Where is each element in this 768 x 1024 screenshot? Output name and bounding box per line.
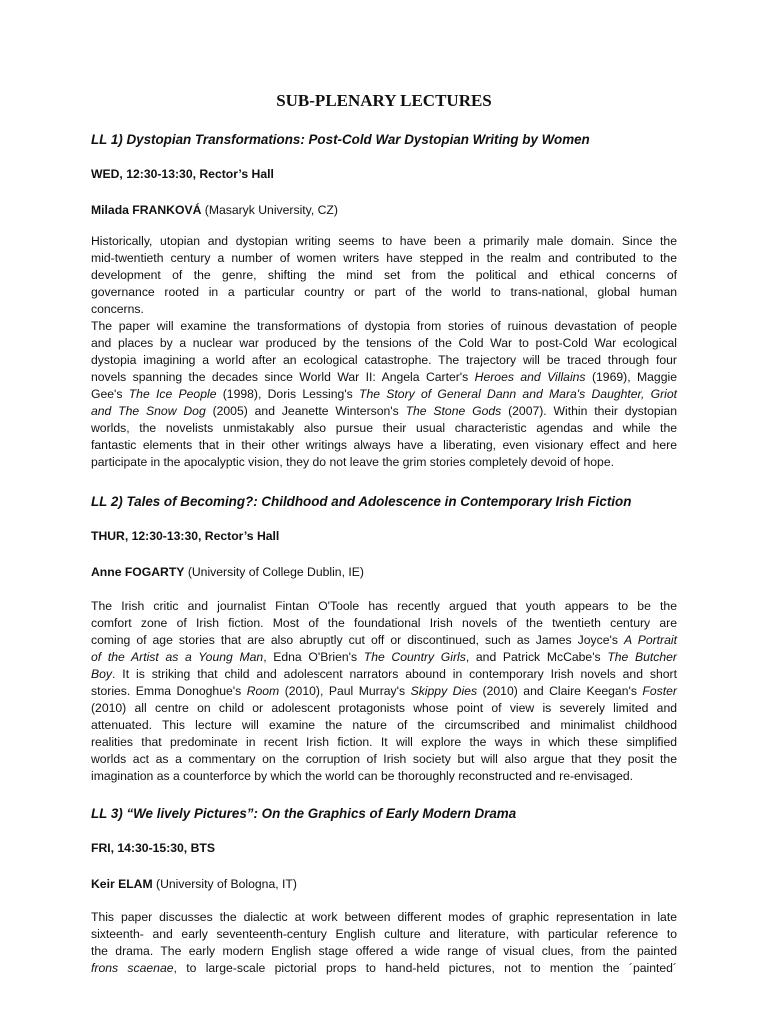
text-line: Historically, utopian and dystopian writing seems to have been a primarily male domain. Since the (91, 234, 677, 248)
book-title: Skippy Dies (410, 684, 478, 698)
lecture-2-speaker (91, 564, 677, 581)
lecture-3-abstract (91, 909, 677, 977)
lecture-3-speaker (91, 876, 677, 893)
text-line: the drama. The early modern English stage offered a wide range of visual clues, from the painted (91, 944, 677, 958)
text-line: participate in the apocalyptic vision, they do not leave the grim stories completely devoid of hope. (91, 455, 615, 469)
book-title: The Stone Gods (405, 404, 502, 418)
text-line: novels spanning the decades since World War II: Angela Carter's Heroes and Villains (1969), Maggie (91, 370, 677, 384)
text-line: development of the genre, shifting the mind set from the political and ethical concerns of (91, 268, 677, 282)
lecture-2-heading: LL 2) Tales of Becoming?: Childhood and Adolescence in Contemporary Irish Fiction (91, 494, 632, 509)
lecture-1-speaker-name: Milada FRANKOVÁ (91, 203, 202, 217)
lecture-3-speaker-affiliation: (University of Bologna, IT) (152, 877, 297, 891)
text-line: and The Snow Dog (2005) and Jeanette Winterson's The Stone Gods (2007). Within their dystopian (91, 404, 677, 418)
book-title: The Ice People (128, 387, 217, 401)
text-line: stories. Emma Donoghue's Room (2010), Paul Murray's Skippy Dies (2010) and Claire Keegan's Foster (91, 684, 677, 698)
lecture-2-speaker-affiliation: (University of College Dublin, IE) (184, 565, 364, 579)
text-line: attenuated. This lecture will examine the nature of the circumscribed and minimalist childhood (91, 718, 677, 732)
lecture-2-abstract (91, 598, 677, 785)
book-title: A Portrait (623, 633, 677, 647)
book-title: Heroes and Villains (474, 370, 586, 384)
text-line: dystopia imagining a world after an ecological catastrophe. The trajectory will be traced through four (91, 353, 677, 367)
book-title: Foster (642, 684, 677, 698)
text-line: Gee's The Ice People (1998), Doris Lessing's The Story of General Dann and Mara's Daughter, Griot (91, 387, 678, 401)
text-line: governance rooted in a particular country or part of the world to trans-national, global human (91, 285, 677, 299)
text-line: mid-twentieth century a number of women writers have stepped in the realm and contributed to the (91, 251, 677, 265)
lecture-3-heading: LL 3) “We lively Pictures”: On the Graphics of Early Modern Drama (91, 806, 517, 821)
book-title: The Story of General Dann and Mara's Daughter, Griot (359, 387, 678, 401)
page-title: SUB-PLENARY LECTURES (276, 91, 492, 110)
text-line: worlds act as a commentary on the corruption of Irish society but will also argue that they posit the (91, 752, 677, 766)
text-line: coming of age stories that are also abruptly cut off or discontinued, such as James Joyce's A Portrait (91, 633, 677, 647)
text-line: comfort zone of Irish fiction. Most of the foundational Irish novels of the twentieth century are (91, 616, 677, 630)
text-line: of the Artist as a Young Man, Edna O'Brien's The Country Girls, and Patrick McCabe's The Butcher (91, 650, 677, 664)
text-line: sixteenth- and early seventeenth-century English culture and literature, with particular reference to (91, 927, 677, 941)
text-line: frons scaenae, to large-scale pictorial props to hand-held pictures, not to mention the ´painted´ (91, 961, 677, 975)
text-line: This paper discusses the dialectic at work between different modes of graphic representation in late (91, 910, 677, 924)
text-line: and places by a nuclear war produced by the tensions of the Cold War to post-Cold War ecological (91, 336, 677, 350)
text-line: (2010) all centre on child or adolescent protagonists whose point of view is severely limited and (91, 701, 677, 715)
text-line: worlds, the novelists unmistakably also pursue their usual characteristic agendas and while the (91, 421, 677, 435)
lecture-1-abstract (91, 233, 677, 471)
text-line: The paper will examine the transformations of dystopia from stories of ruinous devastation of people (91, 319, 677, 333)
lecture-2-time-location: THUR, 12:30-13:30, Rector’s Hall (91, 529, 280, 543)
book-title: The Butcher (607, 650, 677, 664)
text-line: Boy. It is striking that child and adolescent narrators abound in contemporary Irish novels and short (91, 667, 677, 681)
text-line: The Irish critic and journalist Fintan O'Toole has recently argued that youth appears to be the (91, 599, 677, 613)
book-title: Room (246, 684, 280, 698)
book-title: frons scaenae (91, 961, 174, 975)
lecture-1-heading: LL 1) Dystopian Transformations: Post-Cold War Dystopian Writing by Women (91, 132, 590, 147)
book-title: The Country Girls (363, 650, 466, 664)
text-line: realities that predominate in recent Irish fiction. It will explore the ways in which these simplified (91, 735, 677, 749)
lecture-2-speaker-name: Anne FOGARTY (91, 565, 185, 579)
lecture-1-speaker-affiliation: (Masaryk University, CZ) (201, 203, 338, 217)
text-line: fantastic elements that in their other writings always have a liberating, even visionary effect and here (91, 438, 677, 452)
lecture-3-speaker-name: Keir ELAM (91, 877, 153, 891)
lecture-1-speaker (91, 202, 677, 219)
book-title: Boy (91, 667, 113, 681)
text-line: concerns. (91, 302, 144, 316)
text-line: imagination as a counterforce by which the world can be thoroughly reconstructed and re-envisaged. (91, 769, 633, 783)
book-title: of the Artist as a Young Man (91, 650, 264, 664)
book-title: and The Snow Dog (91, 404, 206, 418)
lecture-3-time-location: FRI, 14:30-15:30, BTS (91, 841, 215, 855)
lecture-1-time-location: WED, 12:30-13:30, Rector’s Hall (91, 167, 274, 181)
